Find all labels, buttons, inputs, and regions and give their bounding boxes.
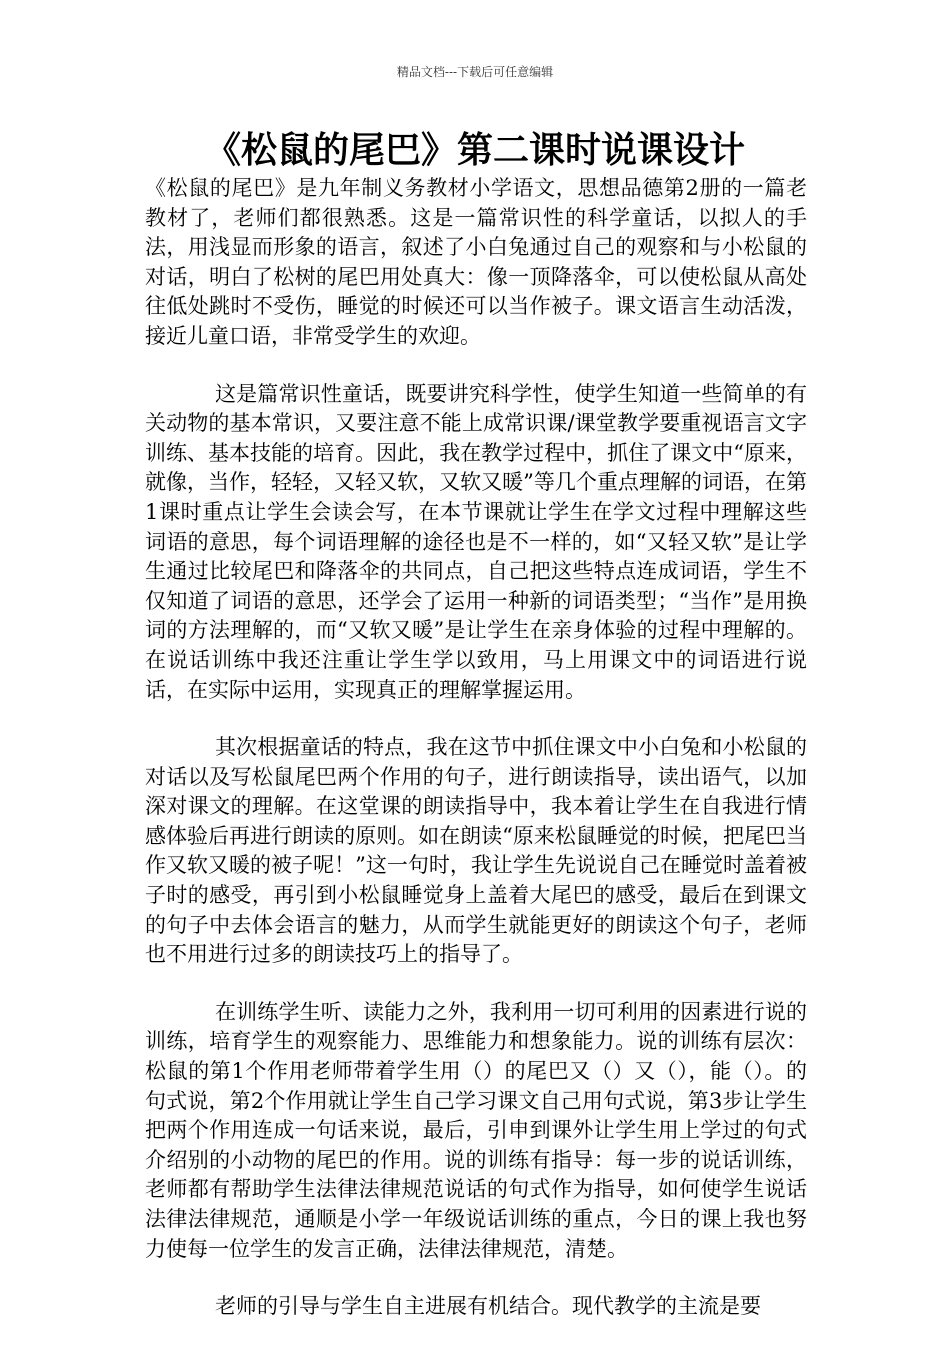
document-body: [145, 174, 807, 1350]
paragraph-speaking: 在训练学生听、读能力之外，我利用一切可利用的因素进行说的训练，培育学生的观察能力、思维能力和想象能力。说的训练有层次：松鼠的第1个作用老师带着学生用（）的尾巴又（）又（），能（）。的句式说，第2个作用就让学生自己学习课文自己用句式说，第3步让学生把两个作用连成一句话来说，最后，引申到课外让学生用上学过的句式介绍别的小动物的尾巴的作用。说的训练有指导：每一步的说话训练，老师都有帮助学生法律法律规范说话的句式作为指导，如何使学生说话法律法律规范，通顺是小学一年级说话训练的重点，今日的课上我也努力使每一位学生的发言正确，法律法律规范，清楚。: [145, 999, 807, 1261]
document-title: 《松鼠的尾巴》第二课时说课设计: [204, 129, 745, 171]
header-note: 精品文档---下载后可任意编辑: [396, 65, 554, 79]
paragraph-reading: 其次根据童话的特点，我在这节中抓住课文中小白兔和小松鼠的对话以及写松鼠尾巴两个作用的句子，进行朗读指导，读出语气，以加深对课文的理解。在这堂课的朗读指导中，我本着让学生在自我进行情感体验后再进行朗读的原则。如在朗读“原来松鼠睡觉的时候，把尾巴当作又软又暖的被子呢！”这一句时，我让学生先说说自己在睡觉时盖着被子时的感受，再引到小松鼠睡觉身上盖着大尾巴的感受，最后在到课文的句子中去体会语言的魅力，从而学生就能更好的朗读这个句子，老师也不用进行过多的朗读技巧上的指导了。: [145, 735, 807, 967]
paragraph-intro: 《松鼠的尾巴》是九年制义务教材小学语文，思想品德第2册的一篇老教材了，老师们都很熟悉。这是一篇常识性的科学童话，以拟人的手法，用浅显而形象的语言，叙述了小白兔通过自己的观察和与小松鼠的对话，明白了松树的尾巴用处真大：像一顶降落伞，可以使松鼠从高处往低处跳时不受伤，睡觉的时候还可以当作被子。课文语言生动活泼，接近儿童口语，非常受学生的欢迎。: [145, 176, 807, 348]
paragraph-guidance: 老师的引导与学生自主进展有机结合。现代教学的主流是要: [215, 1294, 761, 1319]
paragraph-vocabulary: 这是篇常识性童话，既要讲究科学性，使学生知道一些简单的有关动物的基本常识，又要注意不能上成常识课/课堂教学要重视语言文字训练、基本技能的培育。因此，我在教学过程中，抓住了课文中“原来，就像，当作，轻轻，又轻又软，又软又暖”等几个重点理解的词语，在第1课时重点让学生会读会写，在本节课就让学生在学文过程中理解这些词语的意思，每个词语理解的途径也是不一样的，如“又轻又软”是让学生通过比较尾巴和降落伞的共同点，自己把这些特点连成词语，学生不仅知道了词语的意思，还学会了运用一种新的词语类型；“当作”是用换词的方法理解的，而“又软又暖”是让学生在亲身体验的过程中理解的。在说话训练中我还注重让学生学以致用，马上用课文中的词语进行说话，在实际中运用，实现真正的理解掌握运用。: [145, 381, 807, 702]
